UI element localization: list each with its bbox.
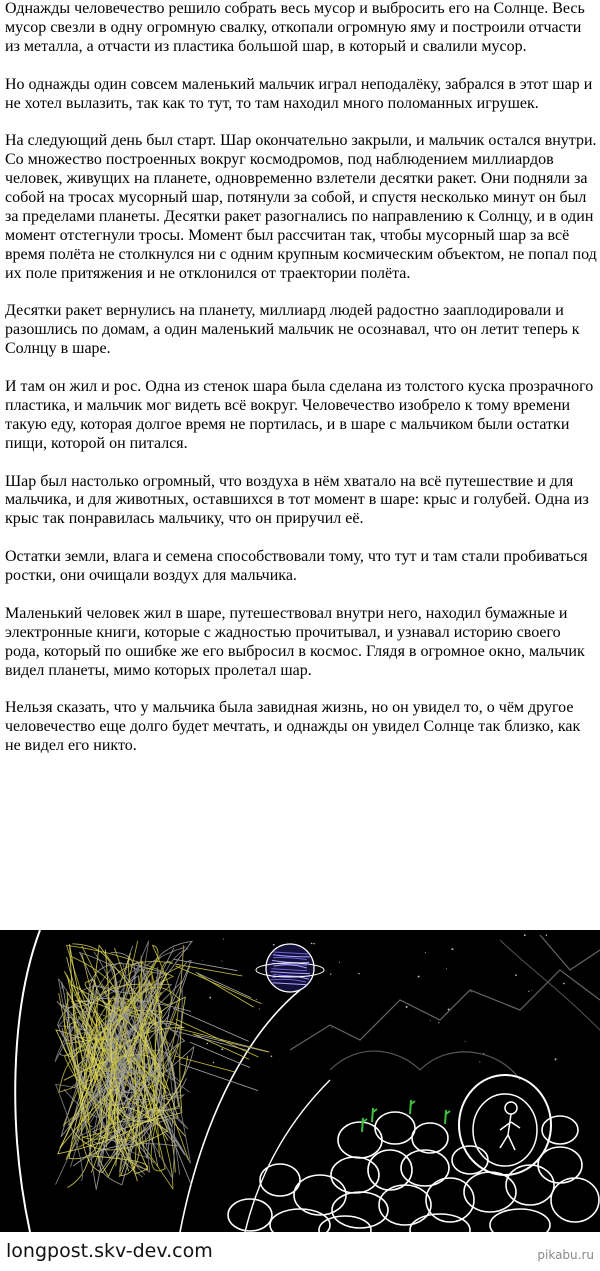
star [406,1006,408,1008]
star [330,973,331,974]
paragraph-7: Остатки земли, влага и семена способствовали тому, что тут и там стали пробиваться ростки, они очищали воздух для мальчика. [5,548,588,585]
grey-hills [500,940,600,1030]
star [358,973,360,975]
paragraph-3: На следующий день был старт. Шар окончательно закрыли, и мальчик остался внутри. Со множество построенных вокруг космодромов, под наблюдением миллиардов человек, живущих на планете, одновременно взлетели десятки ракет. Они подняли за собой на тросах мусорный шар, потянули за собой, и спустя несколько минут он был за пределами планеты. Десятки ракет разогнались по направлению к Солнцу, и в один момент отстегнули тросы. Момент был рассчитан так, чтобы мусорный шар за всё время полёта не столкнулся ни с одним крупным космическим объектом, не попал под их поле притяжения и не отклонился от траектории полёта. [5,132,597,282]
paragraph-8: Маленький человек жил в шаре, путешествовал внутри него, находил бумажные и электронные книги, которые с жадностью прочитывал, и узнавал историю своего рода, который по ошибке же его выбросил в космос. Глядя в огромное окно, мальчик видел планеты, мимо которых пролетал шар. [5,604,585,679]
star [213,1062,214,1063]
rock [260,1164,300,1196]
illustration [0,930,600,1232]
rock [331,1157,379,1193]
paragraph-4: Десятки ракет вернулись на планету, миллиард людей радостно зааплодировали и разошлись по домам, а один маленький мальчик не осознавал, что он летит теперь к Солнцу в шаре. [5,302,580,358]
star [515,974,517,976]
sphere-wall-arc [15,930,40,1232]
star [259,1008,260,1009]
star [425,952,426,953]
star [528,991,529,992]
paragraph-1: Однажды человечество решило собрать весь мусор и выбросить его на Солнце. Весь мусор свезли в одну огромную свалку, откопали огромную яму и построили отчасти из металла, а отчасти из пластика большой шар, в который и свалили мусор. [5,0,585,55]
grey-hills [540,935,600,970]
rock [375,1112,415,1144]
rock [401,1150,449,1186]
rock [270,1209,330,1232]
illustration-drawing [0,930,600,1232]
star [438,1022,439,1023]
paragraph-2: Но однажды один совсем маленький мальчик играл неподалёку, забрался в этот шар и не хотел вылазить, так как то тут, то там находил много поломанных игрушек. [5,75,593,112]
star [221,961,222,962]
star [256,999,257,1000]
sun-ray [174,1056,235,1072]
watermark: pikabu.ru [537,1248,594,1262]
sprout-icon [362,1118,367,1132]
star [470,991,471,992]
sprout-icon [445,1110,450,1124]
star [430,1020,431,1021]
star [446,968,447,969]
star [479,1061,480,1062]
footer [0,1232,600,1271]
star [524,934,526,936]
boy-head [505,1102,517,1114]
sun-ray [176,1019,259,1057]
sun-ray [173,1008,249,1041]
star [313,943,315,945]
sun-scribble [55,941,269,1190]
star [332,1028,333,1029]
site-link[interactable]: longpost.skv-dev.com [6,1240,213,1262]
sun-ray [196,972,251,997]
star [209,997,211,999]
grey-hills [290,970,600,1050]
star [555,1058,557,1060]
star [311,943,313,945]
star [273,944,275,946]
rock [551,1178,599,1222]
star [202,960,203,961]
star [418,976,420,978]
planet-icon [256,944,324,992]
boy-bubble-inner [473,1094,537,1166]
star [271,1055,273,1057]
grey-hills [330,1051,520,1080]
rocks [228,1112,599,1232]
paragraph-6: Шар был настолько огромный, что воздуха в нём хватало на всё путешествие и для мальчика, и для животных, оставшихся в тот момент в шаре: крыс и голубей. Одна из крыс так понравилась мальчику, что он приручил её. [5,472,589,528]
hull-line [245,1080,330,1232]
sprout-icon [372,1108,377,1122]
rock [542,1116,578,1144]
sprout-icon [410,1100,415,1114]
rock [410,1214,470,1232]
rock [368,1150,412,1190]
paragraph-5: И там он жил и рос. Одна из стенок шара была сделана из толстого куска прозрачного пластика, и мальчик мог видеть всё вокруг. Человечество изобрело к тому времени такую еду, которая долгое время не портилась, и в шаре с мальчиком были остатки пищи, которой он питался. [5,378,594,452]
star [563,983,565,985]
sun-ray [198,974,254,1007]
star [339,962,340,963]
boy-body [500,1114,520,1150]
rock [490,1209,550,1232]
star [223,939,224,940]
star [465,1041,466,1042]
star [451,948,453,950]
rock [506,1165,554,1205]
star [531,990,532,991]
rock [412,1123,448,1153]
star [546,934,548,936]
star [221,1048,223,1050]
paragraph-9: Нельзя сказать, что у мальчика была завидная жизнь, но он увидел то, о чём другое человечество еще долго будет мечтать, и однажды он увидел Солнце так близко, как не видел его никто. [5,699,581,755]
star [206,1043,208,1045]
boy-figure-icon [459,1075,551,1175]
